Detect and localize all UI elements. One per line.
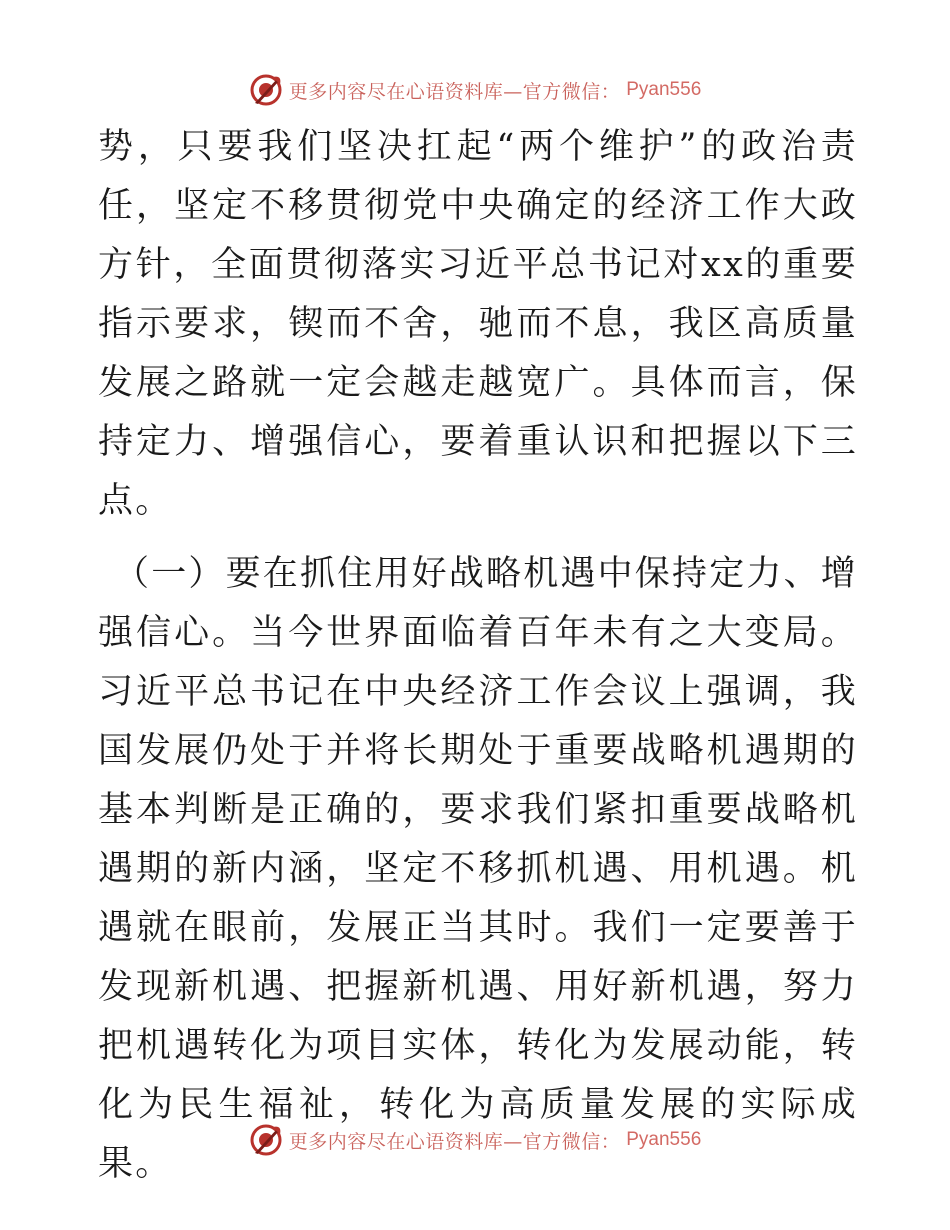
watermark-wechat-id: Pyan556 <box>626 1129 702 1150</box>
watermark-text: 更多内容尽在心语资料库—官方微信： <box>288 1130 621 1153</box>
watermark-wechat-id: Pyan556 <box>626 79 702 100</box>
paragraph-1: 势，只要我们坚决扛起“两个维护”的政治责任，坚定不移贯彻党中央确定的经济工作大政方针，全面贯彻落实习近平总书记对xx的重要指示要求，锲而不舍，驰而不息，我区高质量发展之路就一定会越走越宽广。具体而言，保持定力、增强信心，要着重认识和把握以下三点。 <box>98 127 858 521</box>
quill-seal-icon <box>249 73 283 107</box>
footer-watermark <box>0 1120 950 1160</box>
watermark-text: 更多内容尽在心语资料库—官方微信： <box>288 80 621 103</box>
paragraph-2: （一）要在抓住用好战略机遇中保持定力、增强信心。当今世界面临着百年未有之大变局。习近平总书记在中央经济工作会议上强调，我国发展仍处于并将长期处于重要战略机遇期的基本判断是正确的，要求我们紧扣重要战略机遇期的新内涵，坚定不移抓机遇、用机遇。机遇就在眼前，发展正当其时。我们一定要善于发现新机遇、把握新机遇、用好新机遇，努力把机遇转化为项目实体，转化为发展动能，转化为民生福祉，转化为高质量发展的实际成果。 <box>98 554 859 1184</box>
document-body <box>98 118 858 1194</box>
quill-seal-icon <box>249 1123 283 1157</box>
header-watermark <box>0 70 950 110</box>
